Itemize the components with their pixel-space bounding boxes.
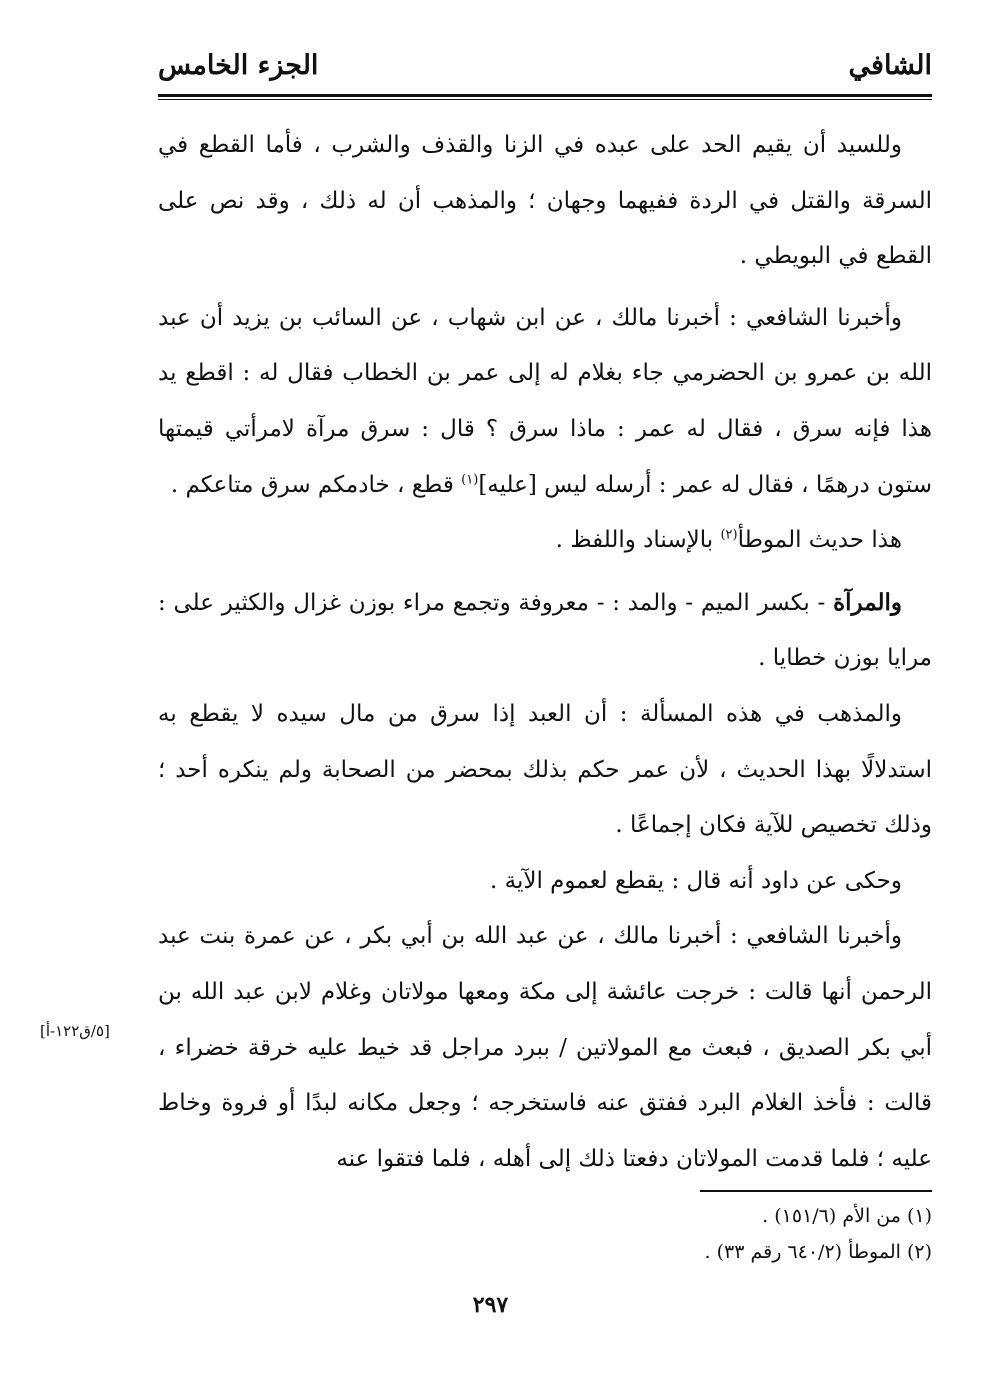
header-volume-title: الجزء الخامس bbox=[158, 49, 319, 81]
page-number: ٢٩٧ bbox=[472, 1292, 509, 1318]
footnote-1: (١) من الأم (١٥١/٦) . bbox=[762, 1205, 932, 1227]
term-mirror: والمرآة bbox=[833, 588, 902, 616]
paragraph-2-text: وأخبرنا الشافعي : أخبرنا مالك ، عن ابن شهاب ، عن السائب بن يزيد أن عبد الله بن عمرو بن الحضرمي جاء بغلام له إلى عمر بن الخطاب فقال له : اقطع يد هذا فإنه سرق ، فقال له عمر : ماذا سرق ؟ قال : سرق مرآة لامرأتي قيمتها ستون درهمًا ، فقال له عمر : أرسله ليس [عليه] bbox=[158, 304, 932, 498]
paragraph-3-tail: بالإسناد واللفظ . bbox=[555, 527, 721, 554]
footnote-ref-1: (١) bbox=[461, 471, 479, 487]
footnote-2: (٢) الموطأ (٦٤٠/٢ رقم ٣٣) . bbox=[704, 1241, 932, 1263]
footnote-ref-2: (٢) bbox=[720, 527, 738, 543]
paragraph-2-tail: قطع ، خادمكم سرق متاعكم . bbox=[170, 471, 462, 498]
paragraph-4 bbox=[158, 575, 932, 687]
margin-note: [٥/ق١٢٢-أ] bbox=[40, 1022, 110, 1040]
paragraph-3-text: هذا حديث الموطأ bbox=[737, 527, 902, 554]
paragraph-7: وأخبرنا الشافعي : أخبرنا مالك ، عن عبد الله بن أبي بكر ، عن عمرة بنت عبد الرحمن أنها قالت : خرجت عائشة إلى مكة ومعها مولاتان وغلام لابن عبد الله بن أبي بكر الصديق ، فبعث مع المولاتين / ببرد مراجل قد خيط عليه خرقة خضراء ، قالت : فأخذ الغلام البرد ففتق عنه فاستخرجه ؛ وجعل مكانه لبدًا أو فروة وخاط عليه ؛ فلما قدمت المولاتان دفعتا ذلك إلى أهله ، فلما فتقوا عنه bbox=[158, 923, 932, 1172]
header-book-title: الشافي bbox=[848, 49, 932, 81]
paragraph-6: وحكى عن داود أنه قال : يقطع لعموم الآية . bbox=[489, 867, 902, 894]
header-rule-thin bbox=[158, 99, 932, 100]
running-header bbox=[158, 40, 932, 90]
paragraph-2 bbox=[158, 291, 932, 513]
paragraph-4-text: - بكسر الميم - والمد : - معروفة وتجمع مراء بوزن غزال والكثير على : مرايا بوزن خطايا . bbox=[158, 589, 932, 672]
paragraph-5: والمذهب في هذه المسألة : أن العبد إذا سرق من مال سيده لا يقطع به استدلالًا بهذا الحديث ، لأن عمر حكم بذلك بمحضر من الصحابة ولم ينكره أحد ؛ وذلك تخصيص للآية فكان إجماعًا . bbox=[158, 700, 932, 839]
paragraph-1: وللسيد أن يقيم الحد على عبده في الزنا والقذف والشرب ، فأما القطع في السرقة والقتل في الردة ففيهما وجهان ؛ والمذهب أن له ذلك ، وقد نص على القطع في البويطي . bbox=[158, 132, 932, 270]
footnote-rule bbox=[700, 1190, 932, 1192]
paragraph-3 bbox=[158, 513, 932, 569]
header-rule-thick bbox=[158, 94, 932, 97]
footnotes bbox=[158, 1198, 932, 1270]
main-text bbox=[158, 118, 932, 1187]
